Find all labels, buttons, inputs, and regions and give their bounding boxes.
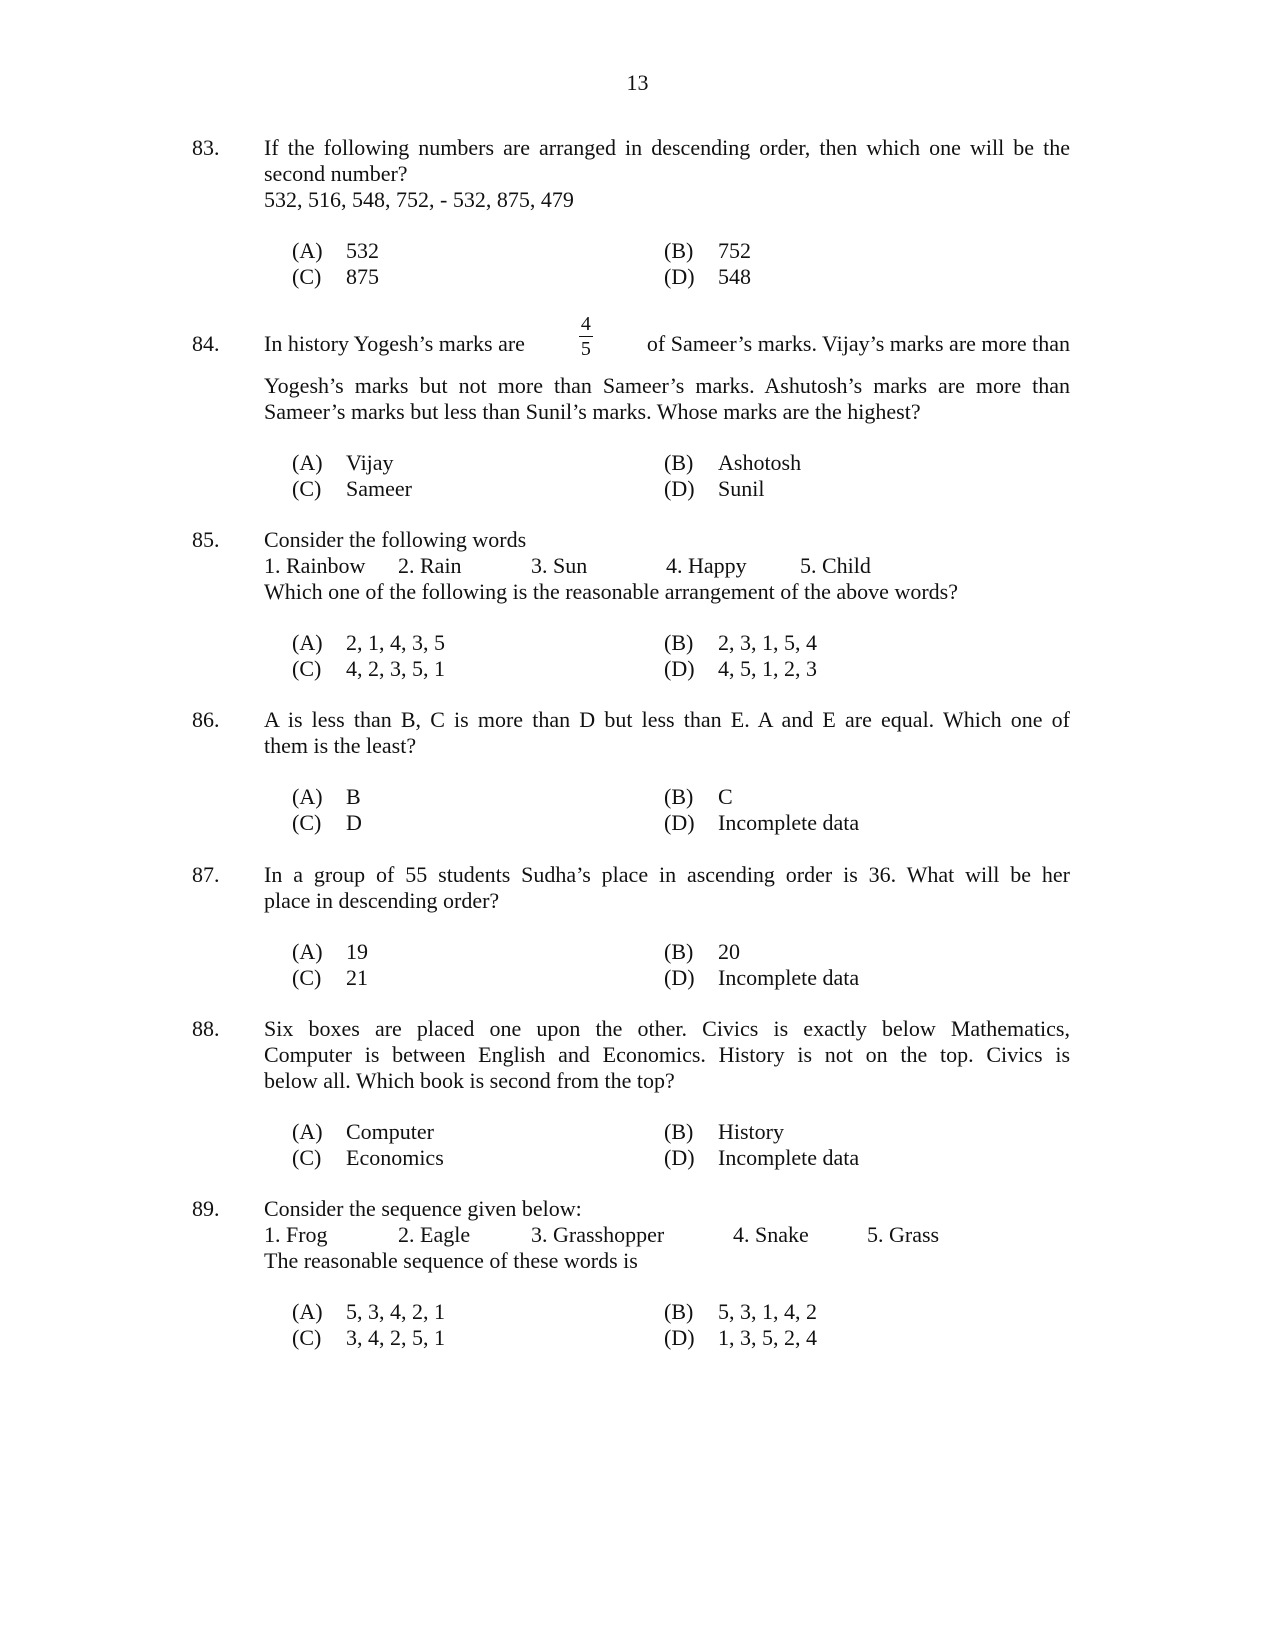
option-label: (D) [664,1325,695,1350]
question-fragment: In history Yogesh’s marks are [264,331,525,356]
option-c[interactable] [292,476,412,502]
option-c[interactable] [292,1145,444,1171]
option-a[interactable] [292,1119,434,1145]
option-b[interactable] [664,630,817,656]
question-text [264,1196,1070,1274]
option-label: (B) [664,450,694,475]
option-d[interactable] [664,965,859,991]
question-line: Sameer’s marks but less than Sunil’s marks. Whose marks are the highest? [264,399,921,424]
option-d[interactable] [664,1145,859,1171]
option-text: Sameer [346,476,412,501]
option-label: (D) [664,476,695,501]
option-b[interactable] [664,238,751,264]
word-list [264,1222,1070,1248]
question-line: place in descending order? [264,888,500,913]
word-item: 3. Grasshopper [531,1222,665,1247]
option-label: (D) [664,1145,695,1170]
question-text [264,527,1070,605]
option-text: Incomplete data [718,1145,860,1170]
option-text: Ashotosh [718,450,802,475]
option-label: (D) [664,656,695,681]
option-label: (C) [292,656,322,681]
option-text: Vijay [346,450,394,475]
option-c[interactable] [292,810,362,836]
question-line: below all. Which book is second from the top? [264,1068,675,1093]
option-label: (A) [292,630,323,655]
option-label: (D) [664,965,695,990]
question-text [264,862,1070,914]
option-text: 21 [346,965,368,990]
question-line: them is the least? [264,733,417,758]
option-label: (D) [664,264,695,289]
option-text: 4, 2, 3, 5, 1 [346,656,445,681]
option-a[interactable] [292,1299,445,1325]
option-a[interactable] [292,630,445,656]
option-text: 19 [346,939,368,964]
option-text: 5, 3, 4, 2, 1 [346,1299,445,1324]
option-b[interactable] [664,939,740,965]
option-label: (D) [664,810,695,835]
option-label: (A) [292,939,323,964]
option-label: (A) [292,1299,323,1324]
option-text: 1, 3, 5, 2, 4 [718,1325,817,1350]
option-text: 2, 1, 4, 3, 5 [346,630,445,655]
fraction-numerator: 4 [580,312,591,335]
option-text: Computer [346,1119,434,1144]
question-number: 86. [192,707,220,732]
option-text: 875 [346,264,379,289]
question-number: 84. [192,331,220,356]
option-c[interactable] [292,264,379,290]
option-label: (B) [664,1299,694,1324]
option-label: (C) [292,810,322,835]
option-text: 2, 3, 1, 5, 4 [718,630,817,655]
question-line: Which one of the following is the reasonable arrangement of the above words? [264,579,958,604]
option-text: History [718,1119,784,1144]
option-text: Incomplete data [718,965,860,990]
question-line: In a group of 55 students Sudha’s place in ascending order is 36. What will be her [264,862,1070,887]
option-label: (A) [292,450,323,475]
option-text: C [718,784,733,809]
option-label: (B) [664,630,694,655]
option-text: 532 [346,238,379,263]
option-label: (B) [664,939,694,964]
option-text: 548 [718,264,751,289]
question-text [264,707,1070,759]
option-d[interactable] [664,264,751,290]
fraction-denominator: 5 [580,337,591,360]
option-d[interactable] [664,810,859,836]
question-line: The reasonable sequence of these words is [264,1248,638,1273]
question-line: Consider the sequence given below: [264,1196,582,1221]
option-text: 20 [718,939,740,964]
word-item: 2. Rain [398,553,462,578]
word-item: 5. Grass [867,1222,940,1247]
option-b[interactable] [664,784,733,810]
option-label: (B) [664,1119,694,1144]
fraction [579,314,593,359]
option-label: (A) [292,238,323,263]
question-number: 89. [192,1196,220,1221]
question-line: Yogesh’s marks but not more than Sameer’s marks. Ashutosh’s marks are more than [264,373,1070,398]
option-label: (A) [292,784,323,809]
option-text: D [346,810,362,835]
option-label: (B) [664,238,694,263]
option-label: (B) [664,784,694,809]
option-label: (C) [292,1145,322,1170]
option-c[interactable] [292,1325,445,1351]
word-item: 4. Snake [733,1222,809,1247]
option-text: 5, 3, 1, 4, 2 [718,1299,817,1324]
option-text: 752 [718,238,751,263]
option-a[interactable] [292,784,361,810]
question-line: Consider the following words [264,527,527,552]
question-line [264,312,1070,360]
option-d[interactable] [664,476,764,502]
option-label: (C) [292,965,322,990]
option-b[interactable] [664,450,801,476]
option-text: 3, 4, 2, 5, 1 [346,1325,445,1350]
option-b[interactable] [664,1119,784,1145]
word-item: 5. Child [800,553,871,578]
question-number: 85. [192,527,220,552]
question-line: 532, 516, 548, 752, - 532, 875, 479 [264,187,574,212]
word-item: 4. Happy [666,553,747,578]
question-fragment: of Sameer’s marks. Vijay’s marks are more than [646,331,1070,356]
option-text: Incomplete data [718,810,860,835]
question-number: 88. [192,1016,220,1041]
word-list [264,553,1070,579]
word-item: 1. Frog [264,1222,328,1247]
word-item: 1. Rainbow [264,553,366,578]
option-c[interactable] [292,656,445,682]
question-line: second number? [264,161,408,186]
option-a[interactable] [292,450,394,476]
option-d[interactable] [664,1325,817,1351]
word-item: 3. Sun [531,553,588,578]
question-text [264,1016,1070,1094]
option-text: Economics [346,1145,444,1170]
option-label: (C) [292,476,322,501]
question-line: A is less than B, C is more than D but less than E. A and E are equal. Which one of [264,707,1070,732]
option-label: (C) [292,1325,322,1350]
question-line: Computer is between English and Economics. History is not on the top. Civics is [264,1042,1070,1067]
option-a[interactable] [292,238,379,264]
question-text [264,135,1070,213]
option-label: (A) [292,1119,323,1144]
question-number: 83. [192,135,220,160]
question-number: 87. [192,862,220,887]
option-d[interactable] [664,656,817,682]
option-text: B [346,784,361,809]
option-c[interactable] [292,965,368,991]
option-text: Sunil [718,476,765,501]
option-label: (C) [292,264,322,289]
question-text [264,312,1070,425]
option-b[interactable] [664,1299,817,1325]
option-a[interactable] [292,939,368,965]
word-item: 2. Eagle [398,1222,471,1247]
option-text: 4, 5, 1, 2, 3 [718,656,817,681]
question-line: Six boxes are placed one upon the other. Civics is exactly below Mathematics, [264,1016,1070,1041]
question-line: If the following numbers are arranged in descending order, then which one will be the [264,135,1070,160]
page-number: 13 [626,70,649,95]
